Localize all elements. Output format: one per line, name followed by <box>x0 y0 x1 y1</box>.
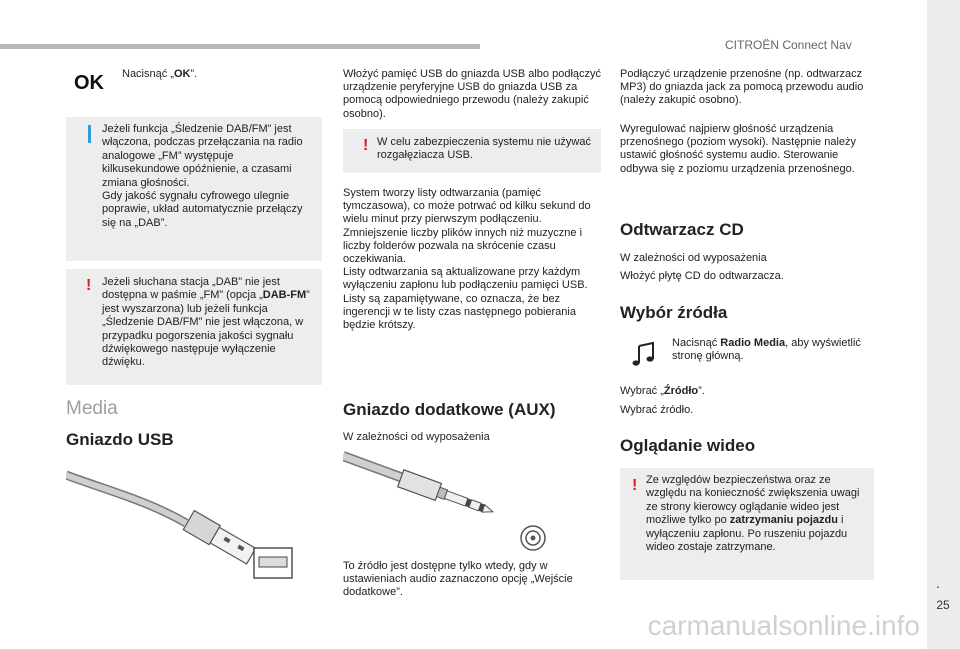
ok-instruction: Nacisnąć „OK”. <box>122 68 198 80</box>
page-sidebar <box>927 0 960 649</box>
heading-aux: Gniazdo dodatkowe (AUX) <box>343 400 556 419</box>
warning-box-usb <box>343 129 601 173</box>
usb-paragraph-1: Włożyć pamięć USB do gniazda USB albo podłączyć urządzenie peryferyjne USB do gniazda USB za pomocą odpowiedniego przewodu (należy zakupić osobno). <box>343 68 602 120</box>
page-dot: . <box>936 575 940 591</box>
aux-paragraph-2: To źródło jest dostępne tylko wtedy, gdy w ustawieniach audio zaznaczono opcję „Wejście dodatkowe”. <box>343 560 573 599</box>
aux-paragraph-1: W zależności od wyposażenia <box>343 431 490 443</box>
heading-video: Oglądanie wideo <box>620 436 756 455</box>
source-paragraph-3: Wybrać źródło. <box>620 404 694 416</box>
cd-paragraph-2: Włożyć płytę CD do odtwarzacza. <box>620 270 784 282</box>
cd-paragraph-1: W zależności od wyposażenia <box>620 252 767 264</box>
warning-box-usb-text: W celu zabezpieczenia systemu nie używać rozgałęziacza USB. <box>377 136 591 162</box>
usb-plug-icon <box>66 465 306 585</box>
aux-paragraph-4: Wyregulować najpierw głośność urządzenia przenośnego (poziom wysoki). Następnie należy ustawić głośność systemu audio. Sterowanie odbywa się z poziomu urządzenia przenośnego. <box>620 123 857 175</box>
heading-cd: Odtwarzacz CD <box>620 220 744 239</box>
warning-box-text: Jeżeli słuchana stacja „DAB” nie jest dostępna w paśmie „FM” (opcja „DAB-FM” jest wyszarzona) lub jeżeli funkcja „Śledzenie DAB/FM” nie jest włączona, w przypadku pogorszenia jakości sygnału dźwiękowego następuje wyłączenie dźwięku. <box>102 276 310 369</box>
info-box-dab <box>66 117 322 261</box>
source-paragraph-2: Wybrać „Źródło”. <box>620 385 705 397</box>
aux-paragraph-3: Podłączyć urządzenie przenośne (np. odtwarzacz MP3) do gniazda jack za pomocą przewodu audio (należy zakupić osobno). <box>620 68 864 107</box>
warning-box-dab <box>66 269 322 385</box>
warning-icon: ! <box>363 137 369 154</box>
watermark: carmanualsonline.info <box>647 610 920 641</box>
usb-paragraph-2: System tworzy listy odtwarzania (pamięć tymczasowa), co może potrwać od kilku sekund do wielu minut przy pierwszym podłączeniu. Zmniejszenie liczby plików innych niż muzyczne i liczby folderów pozwala na skrócenie czasu oczekiwania. Listy odtwarzania są aktualizowane przy każdym wyłączeniu zapłonu lub podłączeniu pamięci USB. Listy są zapamiętywane, co oznacza, że bez ingerencji w te listy czas następnego pobierania będzie krótszy. <box>343 187 591 332</box>
music-note-icon <box>631 341 657 367</box>
warning-icon: ! <box>86 277 92 294</box>
info-box-text: Jeżeli funkcja „Śledzenie DAB/FM” jest włączona, podczas przełączania na radio analogowe „FM” występuje kilkusekundowe opóźnienie, a czasami zmiana głośności. Gdy jakość sygnału cyfrowego ulegnie poprawie, układ automatycznie przełączy się na „DAB”. <box>102 123 303 229</box>
page-number: 25 <box>936 598 950 612</box>
audio-jack-icon <box>343 450 553 560</box>
warning-icon: ! <box>632 477 638 494</box>
header-rule <box>0 44 480 49</box>
section-title-media: Media <box>66 398 118 419</box>
warning-box-video <box>620 468 874 580</box>
brand-header: CITROËN Connect Nav <box>725 38 852 52</box>
heading-source: Wybór źródła <box>620 303 728 322</box>
info-icon <box>88 125 91 143</box>
warning-box-video-text: Ze względów bezpieczeństwa oraz ze względu na konieczność zwiększenia uwagi ze strony kierowcy oglądanie wideo jest możliwe tylko po zatrzymaniu pojazdu i wyłączeniu zapłonu. Po ruszeniu pojazdu wideo zostaje zatrzymane. <box>646 474 860 554</box>
heading-usb: Gniazdo USB <box>66 430 174 449</box>
ok-button-icon: OK <box>74 72 104 94</box>
source-instruction: Nacisnąć Radio Media, aby wyświetlić stronę główną. <box>672 337 861 363</box>
